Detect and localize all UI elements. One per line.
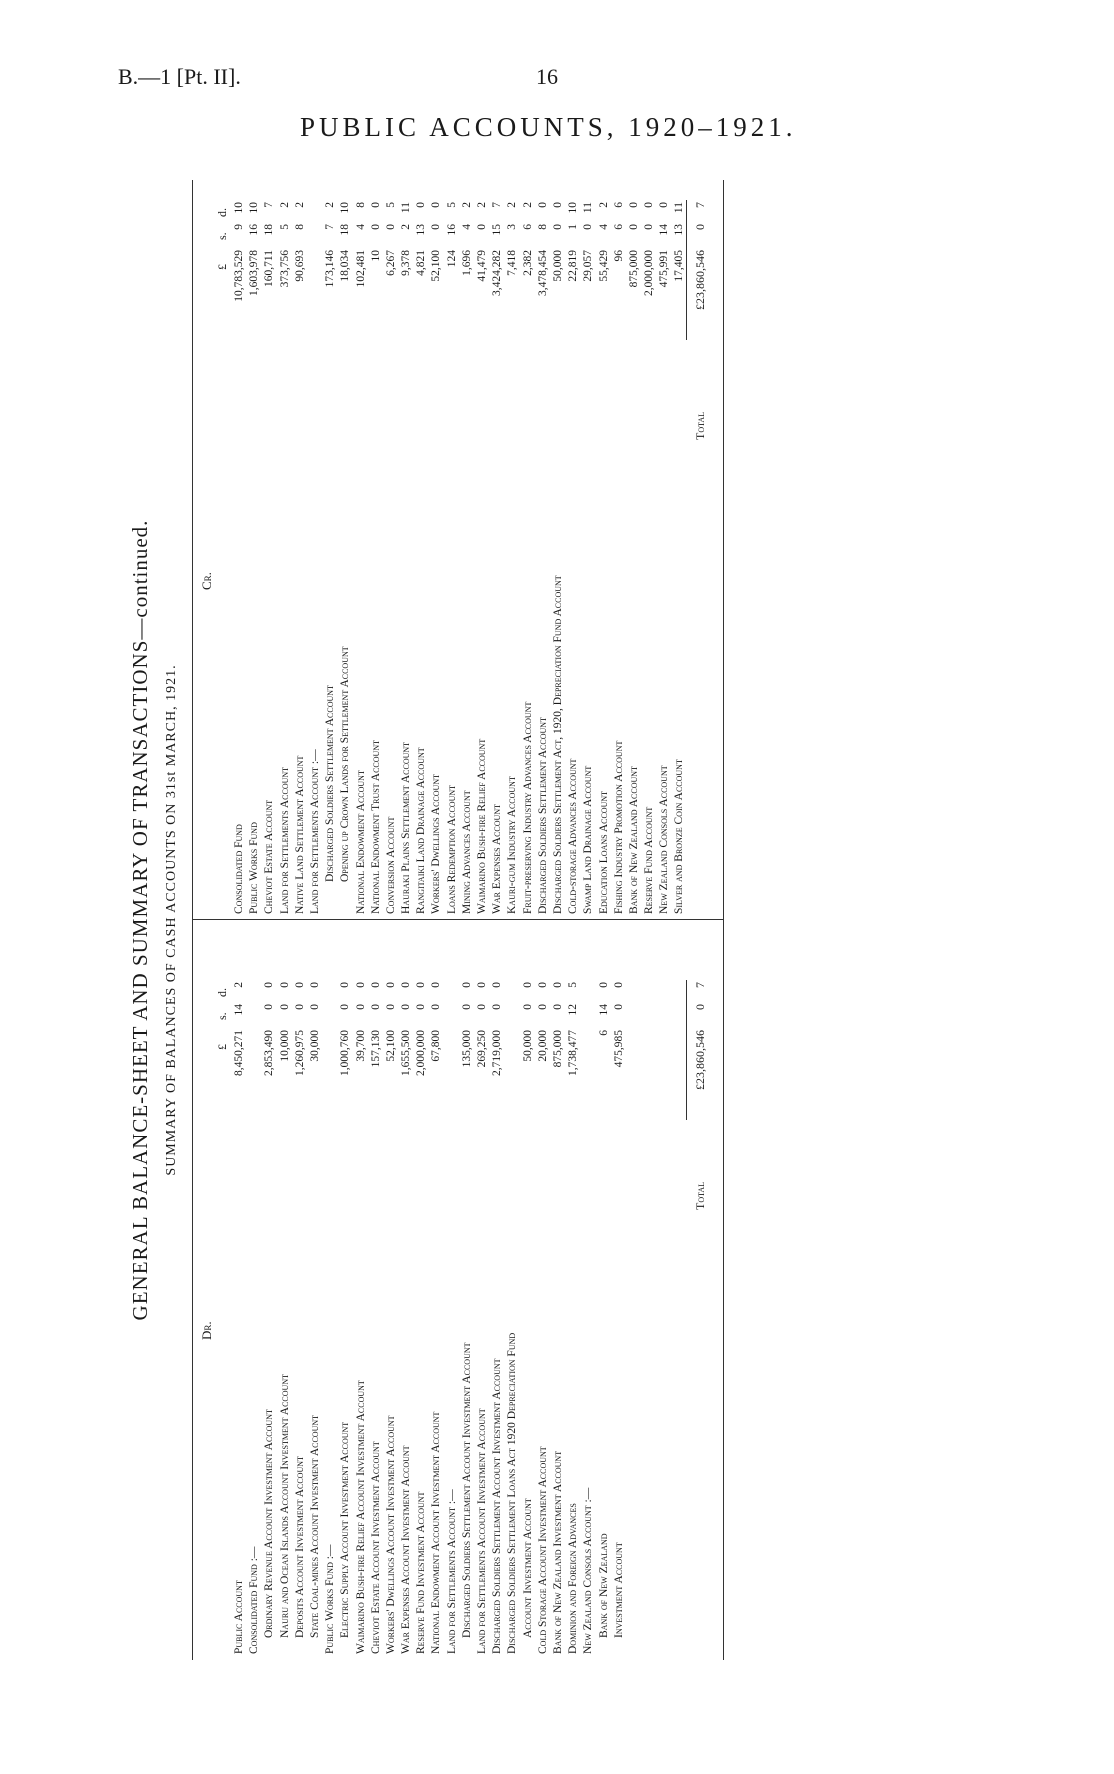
amount-pounds: 157,130 [369, 1030, 382, 1068]
ledger-row-label: State Coal-mines Account Investment Account [308, 1414, 321, 1638]
amount-shillings: 18 [339, 224, 352, 236]
amount-shillings: 0 [415, 1004, 428, 1010]
amount-pence: 0 [460, 982, 473, 988]
amount-pounds: 4,821 [415, 250, 428, 276]
amount-pence: 0 [551, 202, 564, 208]
credit-rows [233, 180, 689, 920]
amount-pence: 2 [476, 202, 488, 208]
amount-pounds: 475,991 [658, 250, 671, 288]
amount-pounds: 18,034 [339, 250, 352, 282]
ledger-row [415, 180, 430, 920]
ledger-row [385, 180, 400, 920]
amount-pounds: 41,479 [476, 250, 488, 282]
amount-pence: 2 [521, 202, 534, 208]
amount-pounds: 2,000,000 [643, 250, 656, 296]
pence-head: d. [215, 208, 229, 217]
amount-pounds: 52,100 [430, 250, 443, 282]
amount-pence: 0 [521, 982, 534, 988]
debit-rows [233, 920, 628, 1660]
running-title: PUBLIC ACCOUNTS, 1920–1921. [300, 112, 797, 142]
ledger-row-label: Consolidated Fund [233, 824, 245, 914]
amount-shillings: 0 [551, 1004, 564, 1010]
amount-pence: 0 [643, 202, 656, 208]
ledger-row [233, 920, 248, 1660]
ledger-row-label: Workers' Dwellings Account Investment Account [384, 1415, 397, 1654]
amount-pounds: 1,696 [460, 250, 473, 276]
ledger-row-label: War Expenses Account Investment Account [400, 1445, 413, 1654]
debit-total-label: Total [693, 1181, 707, 1210]
ledger-row-label: National Endowment Account [354, 770, 367, 914]
ledger-row-label: Land for Settlements Account Investment Account [476, 1408, 488, 1654]
ledger-row [355, 180, 370, 920]
amount-pence: 2 [324, 202, 337, 208]
amount-shillings: 5 [278, 224, 291, 230]
ledger-row [552, 180, 567, 920]
ledger-row-label: Land for Settlements Account :— [308, 749, 321, 914]
ledger-row-label: New Zealand Consols Account [658, 765, 671, 914]
debit-total-pence: 7 [693, 982, 707, 988]
amount-shillings: 0 [263, 1004, 276, 1010]
amount-pence: 5 [445, 202, 458, 208]
amount-shillings: 2 [400, 224, 413, 230]
ledger-row [598, 920, 613, 1660]
ledger-row [446, 180, 461, 920]
amount-pence: 8 [354, 202, 367, 208]
ledger-row [415, 920, 430, 1660]
shillings-head: s. [215, 232, 229, 240]
ledger-row [476, 180, 491, 920]
amount-pounds: 2,853,490 [263, 1030, 276, 1076]
ledger-row-label: Waimarino Bush-fire Relief Account [476, 738, 488, 914]
amount-shillings: 0 [476, 224, 488, 230]
amount-shillings: 0 [369, 224, 382, 230]
ledger-row [279, 920, 294, 1660]
pounds-head: £ [215, 264, 229, 270]
ledger-row-label: Reserve Fund Account [643, 806, 656, 914]
debit-heading: Dr. [199, 1321, 214, 1340]
amount-pounds: 1,738,477 [567, 1030, 580, 1076]
credit-side [193, 180, 723, 920]
ledger-row-label: Loans Redemption Account [445, 784, 458, 914]
amount-shillings: 4 [597, 224, 610, 230]
ledger-row [370, 180, 385, 920]
amount-shillings: 8 [293, 224, 306, 230]
ledger-row-label: Fishing Industry Promotion Account [612, 740, 625, 914]
amount-pence: 0 [491, 982, 504, 988]
ledger-row-label: Workers' Dwellings Account [430, 774, 443, 914]
amount-pounds: 67,800 [430, 1030, 443, 1062]
amount-pounds: 90,693 [293, 250, 306, 282]
amount-pence: 0 [308, 982, 321, 988]
amount-shillings: 0 [612, 1004, 625, 1010]
amount-shillings: 0 [400, 1004, 413, 1010]
ledger-row [658, 180, 673, 920]
ledger-row-label: Reserve Fund Investment Account [415, 1491, 428, 1654]
amount-pence: 6 [612, 202, 625, 208]
ledger-row [582, 180, 597, 920]
amount-pence: 0 [536, 982, 549, 988]
ledger-row [643, 180, 658, 920]
ledger-row-label: Investment Account [612, 1542, 625, 1638]
ledger-row [309, 920, 324, 1660]
ledger-row [263, 180, 278, 920]
amount-pounds: 10 [369, 250, 382, 262]
amount-pence: 0 [415, 202, 428, 208]
amount-pence: 10 [248, 202, 261, 214]
ledger-row-label: Consolidated Fund :— [248, 1546, 261, 1654]
rotated-page-content [128, 180, 728, 1660]
amount-pounds: 102,481 [354, 250, 367, 288]
ledger-row-label: Ordinary Revenue Account Investment Account [263, 1409, 276, 1638]
amount-pence: 5 [384, 202, 397, 208]
ledger-row-label: Opening up Crown Lands for Settlement Account [339, 646, 352, 882]
amount-shillings: 14 [597, 1004, 610, 1016]
ledger-row [324, 180, 339, 920]
ledger-row [628, 180, 643, 920]
amount-pounds: 2,382 [521, 250, 534, 276]
ledger-row [461, 920, 476, 1660]
ledger-row-label: Cheviot Estate Account [263, 799, 276, 914]
ledger-row-label: Cheviot Estate Account Investment Account [369, 1441, 382, 1654]
ledger-row [446, 920, 461, 1660]
amount-shillings: 13 [415, 224, 428, 236]
ledger-row [613, 180, 628, 920]
credit-total-pounds: £23,860,546 [693, 250, 707, 310]
amount-pence: 0 [627, 202, 640, 208]
ledger-row [385, 920, 400, 1660]
ledger-row-label: National Endowment Trust Account [369, 740, 382, 914]
ledger-row [476, 920, 491, 1660]
ledger-row [506, 920, 521, 1660]
amount-shillings: 9 [233, 224, 245, 230]
amount-shillings: 0 [278, 1004, 291, 1010]
ledger-row [294, 920, 309, 1660]
amount-pounds: 3,478,454 [536, 250, 549, 296]
ledger-row-label: Conversion Account [384, 816, 397, 914]
ledger-row-label: Waimarino Bush-fire Relief Account Investment Account [354, 1380, 367, 1654]
ledger-row [309, 180, 324, 920]
balance-sheet-frame [128, 180, 728, 1660]
ledger-row [294, 180, 309, 920]
amount-pounds: 29,057 [582, 250, 595, 282]
amount-pounds: 269,250 [476, 1030, 488, 1068]
ledger-row-label: Kauri-gum Industry Account [506, 776, 519, 914]
ledger-row [248, 180, 263, 920]
amount-shillings: 0 [308, 1004, 321, 1010]
ledger-row-label: Nauru and Ocean Islands Account Investment Account [278, 1374, 291, 1638]
ledger-row [522, 180, 537, 920]
ledger-row-label: Discharged Soldiers Settlement Loans Act 1920 Depreciation Fund [506, 1332, 519, 1654]
ledger-row-label: Discharged Soldiers Settlement Act, 1920, Depreciation Fund Account [551, 575, 564, 914]
amount-shillings: 18 [263, 224, 276, 236]
ledger-row [339, 180, 354, 920]
amount-pence: 7 [491, 202, 504, 208]
ledger-row-label: Land for Settlements Account [278, 766, 291, 914]
ledger-row [324, 920, 339, 1660]
ledger-row-label: Discharged Soldiers Settlement Account [324, 685, 337, 882]
amount-pounds: 475,985 [612, 1030, 625, 1068]
ledger-row [567, 920, 582, 1660]
ledger-row [613, 920, 628, 1660]
amount-pence: 11 [400, 202, 413, 214]
amount-shillings: 12 [567, 1004, 580, 1016]
ledger-row [233, 180, 248, 920]
amount-pounds: 55,429 [597, 250, 610, 282]
amount-shillings: 0 [430, 1004, 443, 1010]
ledger-row-label: Hauraki Plains Settlement Account [400, 741, 413, 914]
ledger-row [582, 920, 597, 1660]
amount-shillings: 14 [233, 1004, 245, 1016]
debit-side [193, 919, 723, 1660]
shillings-head: s. [215, 1012, 229, 1020]
ledger-row-label: Public Account [233, 1580, 245, 1654]
ledger-row-label: Swamp Land Drainage Account [582, 765, 595, 914]
credit-total-label: Total [693, 411, 707, 440]
ledger-row-label: Dominion and Foreign Advances [567, 1503, 580, 1654]
amount-pence: 10 [567, 202, 580, 214]
credit-heading: Cr. [199, 572, 214, 590]
amount-shillings: 0 [476, 1004, 488, 1010]
amount-shillings: 0 [430, 224, 443, 230]
ledger-row-label: Account Investment Account [521, 1498, 534, 1638]
page-number: 16 [536, 64, 558, 89]
amount-pence: 0 [658, 202, 671, 208]
amount-pounds: 17,405 [673, 250, 686, 282]
amount-pence: 0 [339, 982, 352, 988]
ledger-row-label: Bank of New Zealand Account [627, 766, 640, 914]
debit-total-pounds: £23,860,546 [693, 1030, 707, 1090]
amount-pounds: 6 [597, 1030, 610, 1036]
amount-shillings: 6 [521, 224, 534, 230]
amount-shillings: 8 [536, 224, 549, 230]
ledger-row-label: Land for Settlements Account :— [445, 1489, 458, 1654]
ledger-row-label: Public Works Fund :— [324, 1544, 337, 1654]
ledger-row-label: Electric Supply Account Investment Account [339, 1421, 352, 1638]
amount-pence: 0 [612, 982, 625, 988]
amount-shillings: 0 [521, 1004, 534, 1010]
amount-shillings: 0 [627, 224, 640, 230]
ledger-row [279, 180, 294, 920]
ledger-row [400, 180, 415, 920]
ledger-row [248, 920, 263, 1660]
ledger-row [598, 180, 613, 920]
amount-shillings: 0 [460, 1004, 473, 1010]
amount-pounds: 875,000 [551, 1030, 564, 1068]
amount-pounds: 96 [612, 250, 625, 262]
amount-pounds: 52,100 [384, 1030, 397, 1062]
amount-pounds: 1,000,760 [339, 1030, 352, 1076]
amount-pence: 0 [384, 982, 397, 988]
amount-pounds: 3,424,282 [491, 250, 504, 296]
ledger-row-label: New Zealand Consols Account :— [582, 1487, 595, 1654]
amount-shillings: 0 [354, 1004, 367, 1010]
amount-pence: 0 [263, 982, 276, 988]
amount-pounds: 50,000 [551, 250, 564, 282]
sheet-title: GENERAL BALANCE-SHEET AND SUMMARY OF TRANSACTIONS—continued. [128, 519, 152, 1321]
pence-head: d. [215, 988, 229, 997]
amount-shillings: 4 [354, 224, 367, 230]
amount-pounds: 10,000 [278, 1030, 291, 1062]
amount-shillings: 14 [658, 224, 671, 236]
debit-total-shillings: 0 [693, 1004, 707, 1010]
amount-shillings: 3 [506, 224, 519, 230]
amount-pence: 11 [673, 202, 686, 214]
amount-pence: 0 [430, 202, 443, 208]
amount-pence: 0 [369, 202, 382, 208]
amount-shillings: 0 [293, 1004, 306, 1010]
amount-pounds: 1,603,978 [248, 250, 261, 296]
ledger-row [506, 180, 521, 920]
amount-pounds: 7,418 [506, 250, 519, 276]
ledger-row-label: Native Land Settlement Account [293, 755, 306, 914]
amount-pounds: 160,711 [263, 250, 276, 287]
ledger-row-label: Discharged Soldiers Settlement Account [536, 717, 549, 914]
amount-pounds: 173,146 [324, 250, 337, 288]
amount-shillings: 0 [384, 1004, 397, 1010]
credit-total-pence: 7 [693, 202, 707, 208]
amount-pence: 2 [506, 202, 519, 208]
ledger-row [522, 920, 537, 1660]
amount-pence: 2 [597, 202, 610, 208]
ledger-row-label: Discharged Soldiers Settlement Account Investment Account [491, 1358, 504, 1654]
amount-shillings: 4 [460, 224, 473, 230]
amount-shillings: 0 [491, 1004, 504, 1010]
amount-pounds: 2,719,000 [491, 1030, 504, 1076]
ledger-row-label: Discharged Soldiers Settlement Account Investment Account [460, 1342, 473, 1638]
amount-pence: 0 [278, 982, 291, 988]
ledger-row-label: Education Loans Account [597, 790, 610, 914]
ledger-row [400, 920, 415, 1660]
document-code: B.—1 [Pt. II]. [118, 64, 241, 89]
amount-pence: 5 [567, 982, 580, 988]
ledger-row-label: Bank of New Zealand Investment Account [551, 1450, 564, 1654]
amount-pounds: 50,000 [521, 1030, 534, 1062]
amount-pence: 0 [536, 202, 549, 208]
amount-pounds: 1,260,975 [293, 1030, 306, 1076]
amount-pounds: 875,000 [627, 250, 640, 288]
amount-pounds: 22,819 [567, 250, 580, 282]
ledger-row [430, 180, 445, 920]
ledger-row [537, 920, 552, 1660]
amount-pence: 7 [263, 202, 276, 208]
ledger-row [355, 920, 370, 1660]
amount-shillings: 0 [551, 224, 564, 230]
ledger-row [491, 180, 506, 920]
ledger-row-label: Public Works Fund [248, 822, 261, 914]
ledger-row-label: Bank of New Zealand [597, 1533, 610, 1638]
amount-pounds: 6,267 [384, 250, 397, 276]
amount-shillings: 16 [248, 224, 261, 236]
total-rule [686, 980, 687, 1120]
amount-shillings: 15 [491, 224, 504, 236]
amount-shillings: 0 [536, 1004, 549, 1010]
amount-pence: 2 [278, 202, 291, 208]
amount-pence: 0 [551, 982, 564, 988]
ledger-row-label: Deposits Account Investment Account [293, 1456, 306, 1638]
amount-pounds: 10,783,529 [233, 250, 245, 302]
amount-pounds: 9,378 [400, 250, 413, 276]
amount-pounds: 20,000 [536, 1030, 549, 1062]
ledger-row-label: Rangitaiki Land Drainage Account [415, 747, 428, 914]
amount-pence: 10 [233, 202, 245, 214]
amount-shillings: 16 [445, 224, 458, 236]
ledger-row-label: National Endowment Account Investment Account [430, 1411, 443, 1654]
amount-pence: 0 [354, 982, 367, 988]
ledger-row [263, 920, 278, 1660]
ledger-row-label: War Expenses Account [491, 804, 504, 914]
amount-shillings: 0 [643, 224, 656, 230]
amount-pence: 11 [582, 202, 595, 214]
ledger-row-label: Cold Storage Account Investment Account [536, 1446, 549, 1654]
amount-pence: 0 [400, 982, 413, 988]
ledger-row [537, 180, 552, 920]
amount-pence: 0 [369, 982, 382, 988]
amount-pounds: 373,756 [278, 250, 291, 288]
ledger-row-label: Cold-storage Advances Account [567, 758, 580, 914]
amount-shillings: 0 [384, 224, 397, 230]
amount-pence: 0 [430, 982, 443, 988]
amount-shillings: 0 [339, 1004, 352, 1010]
ledger-row [339, 920, 354, 1660]
amount-pence: 0 [597, 982, 610, 988]
amount-pence: 0 [293, 982, 306, 988]
amount-pence: 2 [460, 202, 473, 208]
sheet-subtitle: SUMMARY OF BALANCES OF CASH ACCOUNTS ON 31st MARCH, 1921. [164, 664, 179, 1176]
amount-pounds: 8,450,271 [233, 1030, 245, 1076]
amount-pence: 2 [293, 202, 306, 208]
total-rule [686, 200, 687, 340]
amount-pounds: 124 [445, 250, 458, 268]
amount-shillings: 13 [673, 224, 686, 236]
credit-total-shillings: 0 [693, 224, 707, 230]
amount-shillings: 0 [582, 224, 595, 230]
ledger-row [430, 920, 445, 1660]
pounds-head: £ [215, 1044, 229, 1050]
balance-tables [192, 180, 724, 1660]
amount-pounds: 30,000 [308, 1030, 321, 1062]
amount-shillings: 0 [369, 1004, 382, 1010]
amount-shillings: 7 [324, 224, 337, 230]
amount-pounds: 135,000 [460, 1030, 473, 1068]
amount-pence: 0 [415, 982, 428, 988]
amount-pounds: 1,655,500 [400, 1030, 413, 1076]
ledger-row [491, 920, 506, 1660]
ledger-row-label: Fruit-preserving Industry Advances Account [521, 701, 534, 914]
amount-pence: 0 [476, 982, 488, 988]
ledger-row-label: Silver and Bronze Coin Account [673, 759, 686, 914]
amount-pounds: 2,000,000 [415, 1030, 428, 1076]
ledger-row [370, 920, 385, 1660]
amount-shillings: 1 [567, 224, 580, 230]
ledger-row [567, 180, 582, 920]
amount-pounds: 39,700 [354, 1030, 367, 1062]
ledger-row-label: Mining Advances Account [460, 790, 473, 914]
ledger-row [461, 180, 476, 920]
amount-pence: 10 [339, 202, 352, 214]
ledger-row [552, 920, 567, 1660]
amount-shillings: 6 [612, 224, 625, 230]
amount-pence: 2 [233, 982, 245, 988]
